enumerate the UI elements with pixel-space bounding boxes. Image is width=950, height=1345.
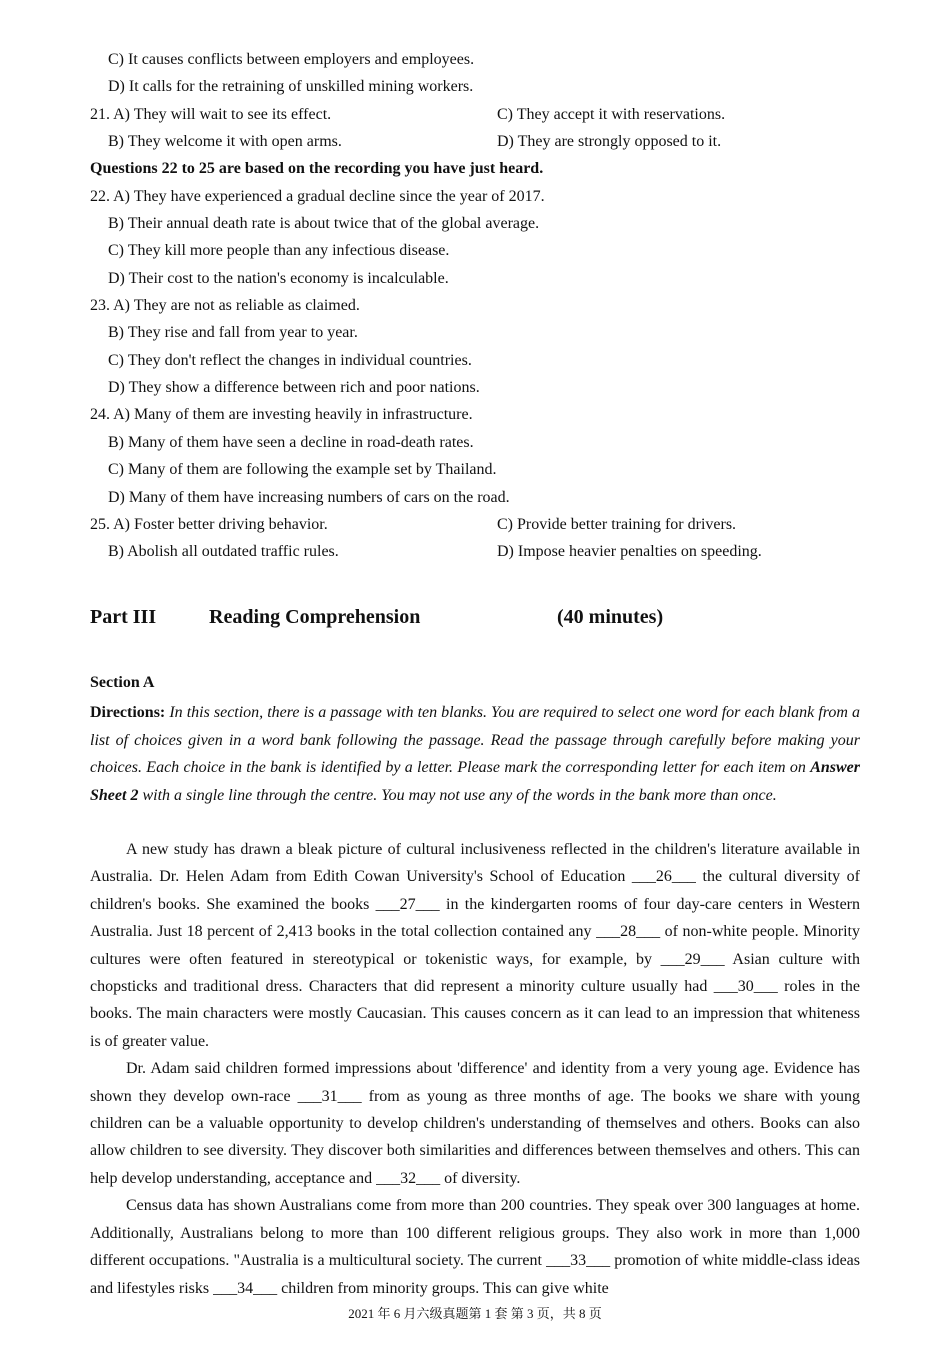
option: D) Many of them have increasing numbers of cars on the road.: [108, 488, 510, 506]
question-21: 21. A) They will wait to see its effect. C) They accept it with reservations.: [90, 105, 726, 123]
questions-22-25-heading: Questions 22 to 25 are based on the recording you have just heard.: [90, 160, 544, 178]
option: C) Many of them are following the example set by Thailand.: [108, 461, 497, 479]
option: D) Their cost to the nation's economy is incalculable.: [108, 269, 449, 287]
directions: Directions: In this section, there is a passage with ten blanks. You are required to select one word for each blank from a list of choices given in a word bank following the passage. Read the passage through carefully before making your choices. Each choice in the bank is identified by a letter. Please mark the corresponding letter for each item on Answer Sheet 2 with a single line through the centre. You may not use any of the words in the bank more than once.: [90, 704, 861, 804]
question-25-row2: B) Abolish all outdated traffic rules. D) Impose heavier penalties on speeding.: [108, 543, 762, 561]
question-22: 22. A) They have experienced a gradual decline since the year of 2017.: [90, 187, 545, 205]
section-heading: Section A: [90, 674, 155, 691]
question-21-row2: B) They welcome it with open arms. D) They are strongly opposed to it.: [108, 133, 722, 151]
option-20d: D) It calls for the retraining of unskilled mining workers.: [108, 78, 474, 96]
option: B) They rise and fall from year to year.: [108, 324, 358, 342]
page-footer: 2021 年 6 月六级真题第 1 套 第 3 页，共 8 页: [348, 1306, 602, 1321]
option: B) Many of them have seen a decline in road-death rates.: [108, 433, 474, 451]
question-25: 25. A) Foster better driving behavior. C) Provide better training for drivers.: [90, 515, 737, 533]
question-24: 24. A) Many of them are investing heavily in infrastructure.: [90, 406, 473, 424]
passage: [90, 836, 860, 1302]
option: D) They show a difference between rich and poor nations.: [108, 379, 480, 397]
option-20c: C) It causes conflicts between employers and employees.: [108, 51, 475, 68]
passage-paragraph: A new study has drawn a bleak picture of cultural inclusiveness reflected in the children's literature available in Australia. Dr. Helen Adam from Edith Cowan University's School of Education ___26___ the cultural diversity of children's books. She examined the books ___27___ in the kindergarten rooms of four day-care centers in Western Australia. Just 18 percent of 2,413 books in the total collection contained any ___28___ of non-white people. Minority cultures were often featured in stereotypical or tokenistic ways, for example, by ___29___ Asian culture with chopsticks and traditional dress. Characters that did represent a minority culture usually had ___30___ roles in the books. The main characters were mostly Caucasian. This causes concern as it can lead to an impression that whiteness is of greater value.: [90, 841, 860, 1050]
question-23: 23. A) They are not as reliable as claimed.: [90, 297, 360, 315]
passage-paragraph: Dr. Adam said children formed impressions about 'difference' and identity from a very young age. Evidence has shown they develop own-race ___31___ from as young as three months of age. The books we share with young children can be a valuable opportunity to develop children's understanding of themselves and others. Books can also allow children to see diversity. They discover both similarities and differences between themselves and others. This can help develop understanding, acceptance and ___32___ of diversity.: [90, 1060, 860, 1187]
listening-questions: [90, 46, 860, 566]
option: C) They kill more people than any infectious disease.: [108, 242, 450, 260]
option: C) They don't reflect the changes in individual countries.: [108, 351, 472, 369]
option: B) Their annual death rate is about twice that of the global average.: [108, 215, 540, 233]
passage-paragraph: Census data has shown Australians come from more than 200 countries. They speak over 300 languages at home. Additionally, Australians belong to more than 100 different religious groups. They also work in more than 1,000 different occupations. "Australia is a multicultural society. The current ___33___ promotion of white middle-class ideas and lifestyles risks ___34___ children from minority groups. This can give white: [90, 1197, 860, 1297]
